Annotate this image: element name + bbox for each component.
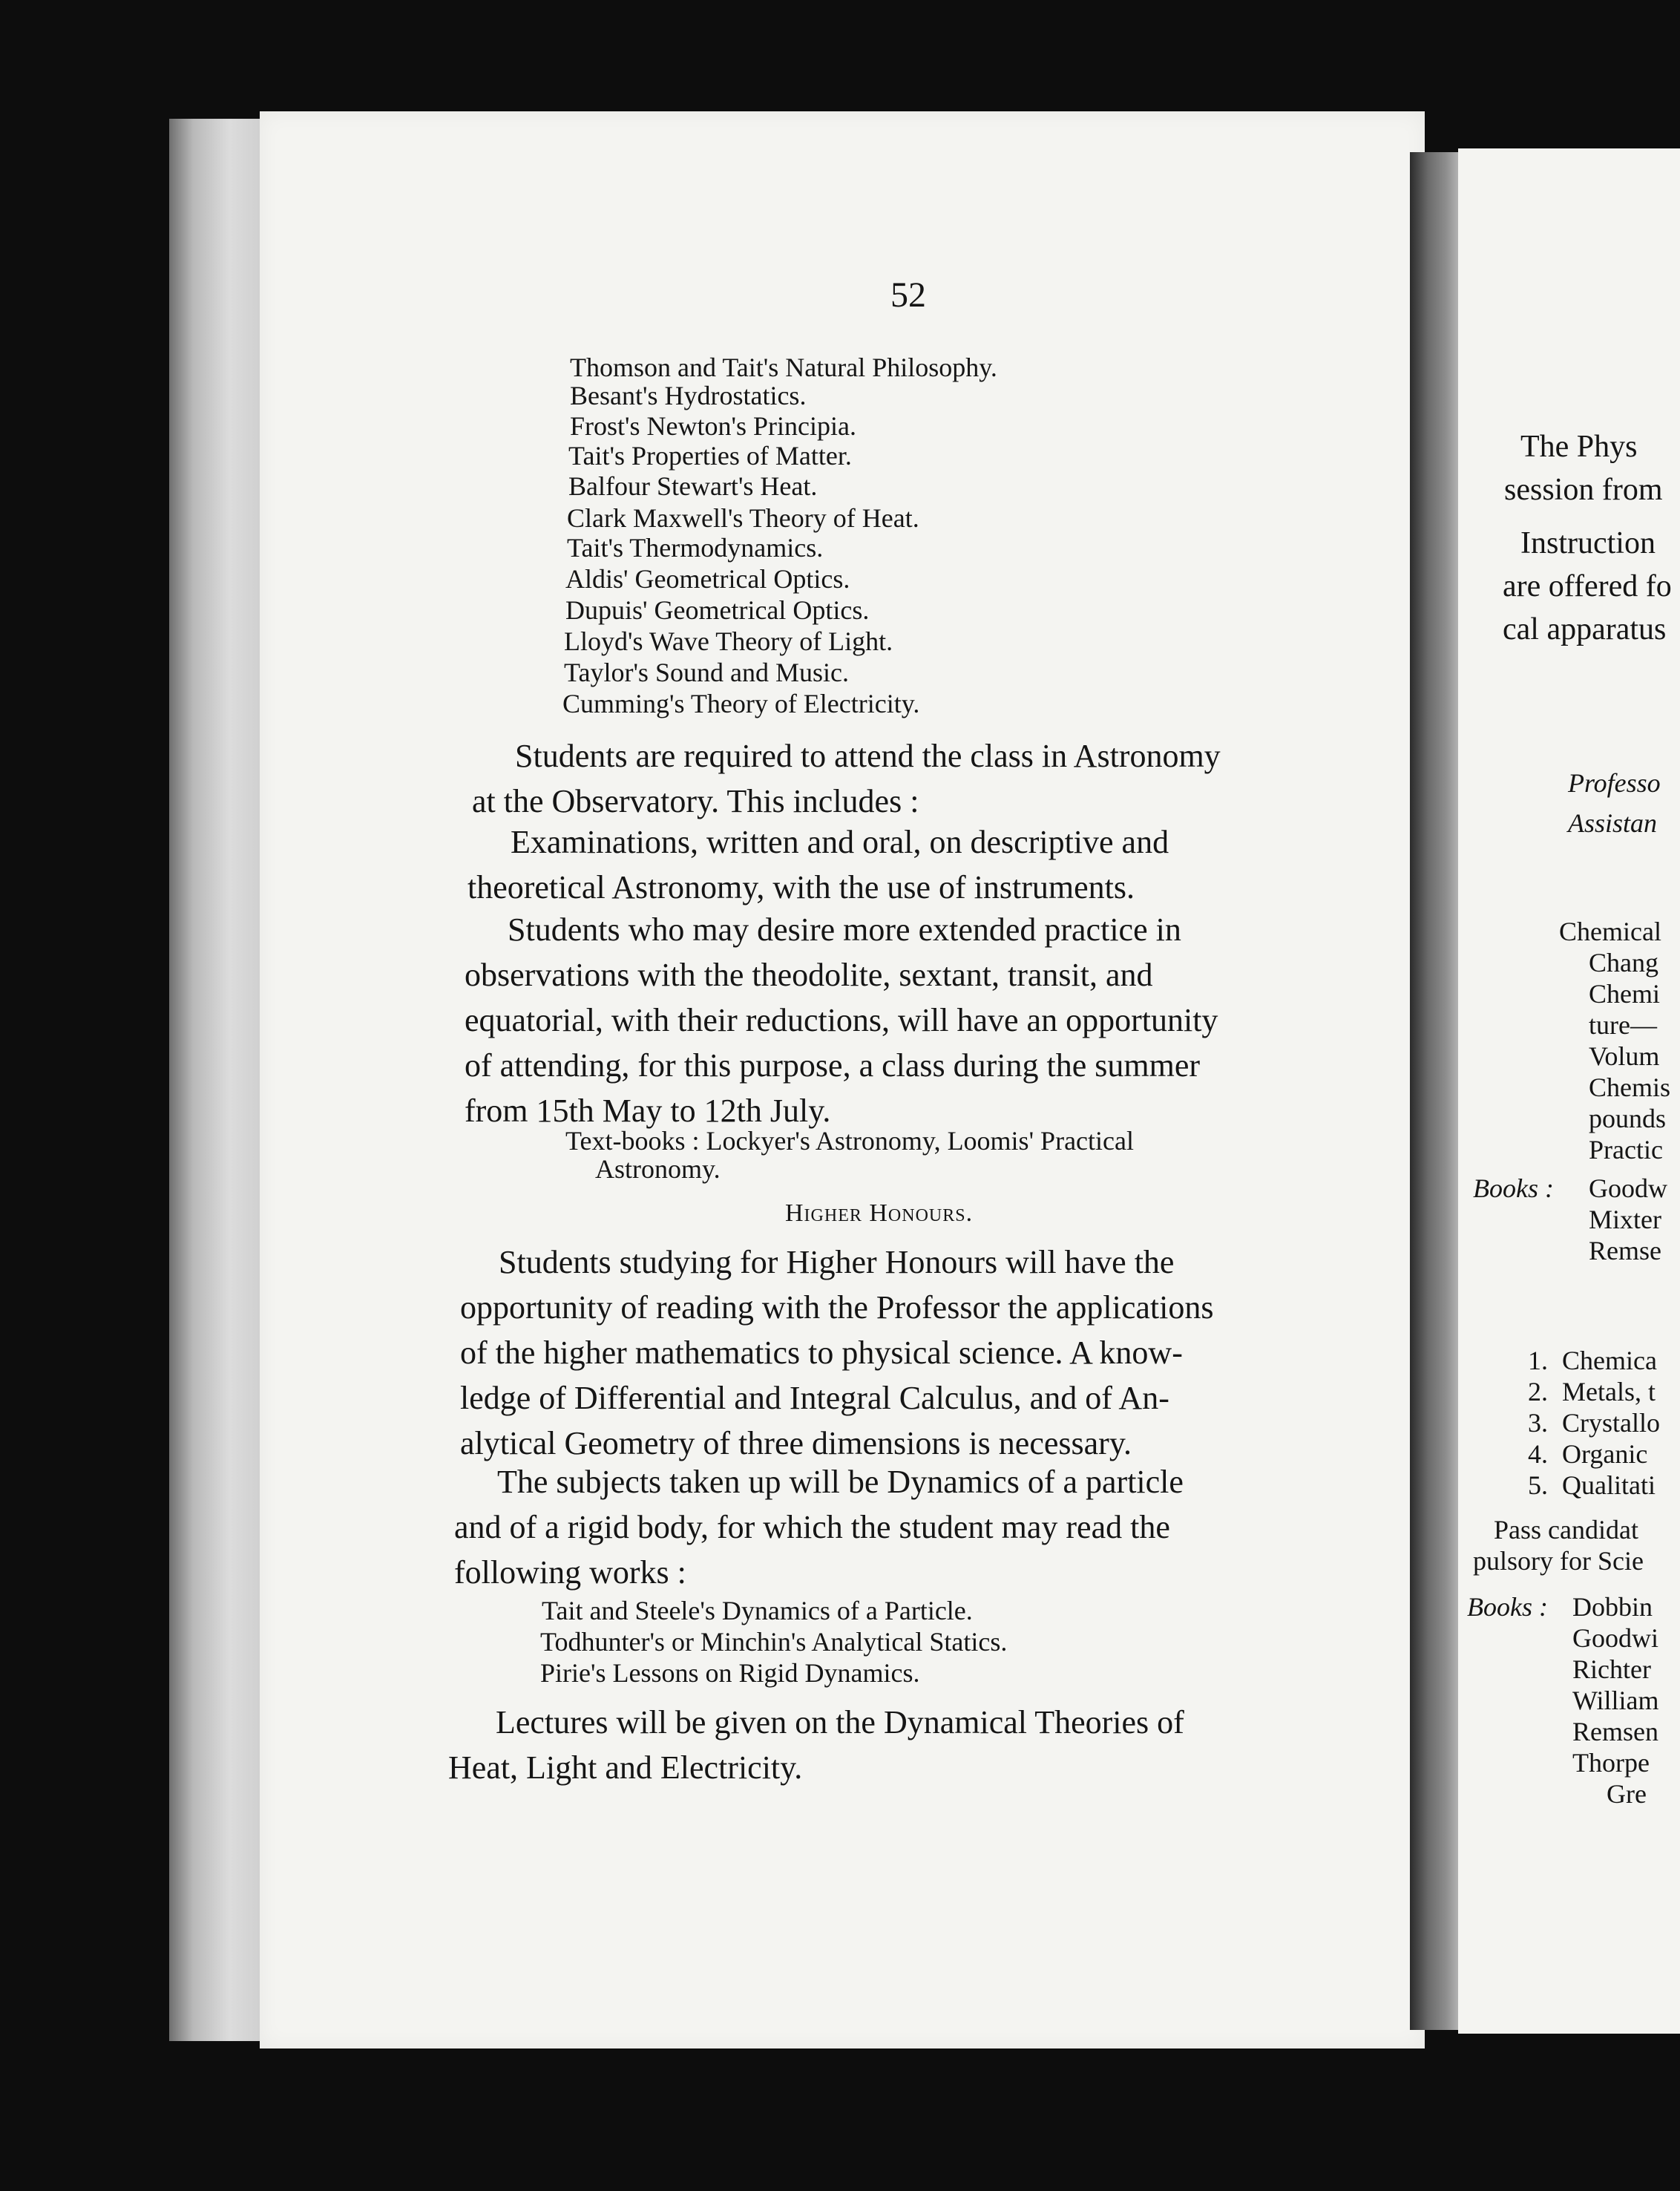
list-item: Tait's Properties of Matter. xyxy=(568,441,852,471)
text-line: at the Observatory. This includes : xyxy=(472,783,919,819)
text-line: Chang xyxy=(1589,948,1658,977)
section-heading: Higher Honours. xyxy=(785,1199,974,1227)
book-gutter xyxy=(1410,152,1462,2030)
books-label: Books : xyxy=(1473,1173,1554,1203)
list-item: Balfour Stewart's Heat. xyxy=(568,471,818,501)
text-line: Assistan xyxy=(1568,808,1658,838)
text-line: Crystallo xyxy=(1562,1408,1660,1438)
text-line: ledge of Differential and Integral Calculus, and of An- xyxy=(460,1380,1169,1416)
text-line: The subjects taken up will be Dynamics of a particle xyxy=(497,1464,1184,1500)
text-line: equatorial, with their reductions, will have an opportunity xyxy=(465,1002,1218,1038)
text-line: Pass candidat xyxy=(1494,1515,1638,1545)
list-item: Tait and Steele's Dynamics of a Particle. xyxy=(542,1596,973,1625)
list-number: 1. xyxy=(1528,1346,1548,1375)
text-line: Text-books : Lockyer's Astronomy, Loomis' Practical xyxy=(565,1126,1134,1156)
text-line: Remsen xyxy=(1572,1717,1658,1746)
text-line: The Phys xyxy=(1520,430,1638,464)
list-item: Aldis' Geometrical Optics. xyxy=(565,564,850,594)
text-line: William xyxy=(1572,1686,1659,1715)
text-line: Chemi xyxy=(1589,979,1660,1009)
list-item: Cumming's Theory of Electricity. xyxy=(562,689,920,718)
text-line: Metals, t xyxy=(1562,1377,1656,1406)
text-line: of attending, for this purpose, a class during the summer xyxy=(465,1047,1201,1084)
text-line: Examinations, written and oral, on descriptive and xyxy=(511,824,1169,860)
text-line: Goodwi xyxy=(1572,1623,1658,1653)
list-item: Clark Maxwell's Theory of Heat. xyxy=(567,503,919,533)
text-line: opportunity of reading with the Professor the applications xyxy=(460,1289,1214,1326)
page-number: 52 xyxy=(890,275,926,315)
text-line: Organic xyxy=(1562,1439,1648,1469)
text-line: from 15th May to 12th July. xyxy=(465,1093,831,1129)
paragraph-higher-honours xyxy=(460,1239,1365,1466)
text-line: theoretical Astronomy, with the use of instruments. xyxy=(467,869,1135,905)
books-label: Books : xyxy=(1467,1592,1548,1622)
list-number: 2. xyxy=(1528,1377,1548,1406)
text-line: Heat, Light and Electricity. xyxy=(448,1749,803,1786)
text-line: Mixter xyxy=(1589,1205,1661,1234)
list-number: 4. xyxy=(1528,1439,1548,1469)
text-line: Professo xyxy=(1568,768,1661,798)
text-line: are offered fo xyxy=(1503,569,1672,603)
text-line: Practic xyxy=(1589,1135,1663,1165)
list-item: Lloyd's Wave Theory of Light. xyxy=(564,626,893,656)
text-line: Instruction xyxy=(1520,526,1656,560)
right-page-fragment xyxy=(1458,148,1680,2034)
text-line: Students who may desire more extended practice in xyxy=(508,911,1181,948)
textbooks-note xyxy=(565,1127,1382,1183)
text-line: alytical Geometry of three dimensions is necessary. xyxy=(460,1425,1132,1461)
text-line: session from xyxy=(1504,473,1663,507)
text-line: pounds xyxy=(1589,1104,1667,1133)
text-line: Goodw xyxy=(1589,1173,1667,1203)
text-line: ture— xyxy=(1589,1010,1657,1040)
text-line: Volum xyxy=(1589,1041,1660,1071)
paragraph-examinations xyxy=(467,819,1380,910)
text-line: Richter xyxy=(1572,1654,1651,1684)
text-line: cal apparatus xyxy=(1503,612,1667,646)
paragraph-astronomy xyxy=(472,733,1380,824)
text-line: observations with the theodolite, sextant, transit, and xyxy=(465,957,1153,993)
text-line: and of a rigid body, for which the student may read the xyxy=(454,1509,1170,1545)
text-line: Lectures will be given on the Dynamical Theories of xyxy=(496,1704,1184,1740)
text-line: Remse xyxy=(1589,1236,1661,1265)
paragraph-practice xyxy=(465,907,1380,1133)
list-number: 5. xyxy=(1528,1470,1548,1500)
text-line: Thorpe xyxy=(1572,1748,1650,1778)
list-item: Todhunter's or Minchin's Analytical Statics. xyxy=(540,1627,1008,1657)
text-line: Chemica xyxy=(1562,1346,1657,1375)
list-item: Tait's Thermodynamics. xyxy=(567,533,824,563)
text-line: pulsory for Scie xyxy=(1473,1546,1644,1576)
text-line: following works : xyxy=(454,1554,686,1591)
text-line: of the higher mathematics to physical science. A know- xyxy=(460,1334,1183,1371)
paragraph-lectures xyxy=(448,1700,1361,1790)
list-item: Frost's Newton's Principia. xyxy=(570,411,856,441)
text-line: Dobbin xyxy=(1572,1592,1653,1622)
text-line: Students studying for Higher Honours will have the xyxy=(499,1244,1175,1280)
paragraph-subjects xyxy=(454,1459,1364,1595)
text-line: Chemis xyxy=(1589,1072,1671,1102)
list-item: Besant's Hydrostatics. xyxy=(570,381,807,410)
list-number: 3. xyxy=(1528,1408,1548,1438)
text-line: Astronomy. xyxy=(595,1154,721,1184)
text-line: Chemical xyxy=(1559,917,1661,946)
list-item: Dupuis' Geometrical Optics. xyxy=(565,595,870,625)
list-item: Thomson and Tait's Natural Philosophy. xyxy=(570,353,997,382)
text-line: Qualitati xyxy=(1562,1470,1656,1500)
list-item: Taylor's Sound and Music. xyxy=(564,658,849,687)
text-line: Students are required to attend the class in Astronomy xyxy=(515,738,1221,774)
list-item: Pirie's Lessons on Rigid Dynamics. xyxy=(540,1658,920,1688)
text-line: Gre xyxy=(1607,1779,1647,1809)
